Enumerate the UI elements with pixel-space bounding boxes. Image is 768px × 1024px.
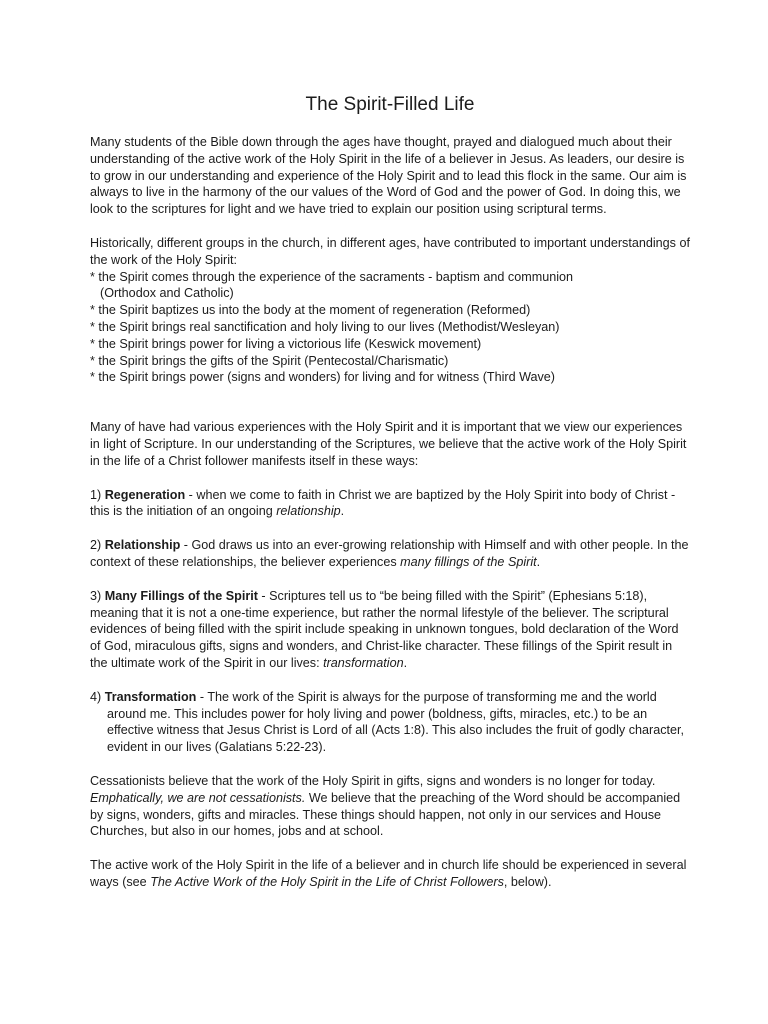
- bullet-item: * the Spirit brings power (signs and wonders) for living and for witness (Third Wave): [90, 370, 555, 385]
- cessationists-text: Cessationists believe that the work of the Holy Spirit in gifts, signs and wonders is no longer for today.: [90, 773, 656, 788]
- cessationists-paragraph: [90, 773, 690, 840]
- point-relationship: [90, 537, 690, 571]
- closing-text-after: , below).: [503, 874, 552, 889]
- bullet-item: * the Spirit baptizes us into the body at the moment of regeneration (Reformed): [90, 303, 531, 318]
- point-text: - The work of the Spirit is always for the purpose of transforming me and the world around me. This includes power for holy living and power (boldness, gifts, miracles, etc.) to be an effective witness that Jesus Christ is Lord of all (Acts 1:8). This also includes the fruit of godly character, evident in our lives (Galatians 5:22-23).: [107, 689, 685, 755]
- point-number: 3): [90, 588, 105, 603]
- document-page: [90, 93, 690, 891]
- point-number: 1): [90, 487, 105, 502]
- closing-reference: The Active Work of the Holy Spirit in the Life of Christ Followers: [150, 874, 504, 889]
- historical-bullet-list: [90, 269, 690, 387]
- point-text: - God draws us into an ever-growing relationship with Himself and with other people. In the context of these relationships, the believer experiences: [90, 538, 689, 569]
- bullet-item: * the Spirit brings power for living a victorious life (Keswick movement): [90, 336, 482, 351]
- point-number: 4): [90, 689, 105, 704]
- point-end: .: [340, 504, 345, 519]
- point-emphasis: many fillings of the Spirit: [400, 554, 537, 569]
- closing-paragraph: [90, 857, 690, 891]
- point-term: Regeneration: [104, 487, 186, 502]
- intro-paragraph: Many students of the Bible down through the ages have thought, prayed and dialogued much about their understanding of the active work of the Holy Spirit in the life of a believer in Jesus. As leaders, our desire is to grow in our understanding and experience of the Holy Spirit and to lead this flock in the same. Our aim is always to live in the harmony of the our values of the Word of God and the power of God. In doing this, we look to the scriptures for light and we have tried to explain our position using scriptural terms.: [90, 135, 687, 217]
- point-emphasis: transformation: [323, 655, 404, 670]
- point-text: - Scriptures tell us to “be being filled with the Spirit” (Ephesians 5:18), meaning that it is not a one-time experience, but rather the normal lifestyle of the believer. The scriptural evidences of being filled with the spirit include speaking in unknown tongues, bold declaration of the Word of God, miraculous gifts, signs and wonders, and Christ-like character. These fillings of the Spirit result in the ultimate work of the Spirit in our lives:: [90, 588, 679, 670]
- bullet-item: * the Spirit brings real sanctification and holy living to our lives (Methodist/Wesleyan): [90, 319, 560, 334]
- point-transformation: [90, 689, 690, 756]
- bullet-item: * the Spirit comes through the experience of the sacraments - baptism and communion: [90, 269, 574, 284]
- cessationists-emphasis: Emphatically, we are not cessationists.: [90, 790, 306, 805]
- historical-intro-paragraph: Historically, different groups in the church, in different ages, have contributed to important understandings of the work of the Holy Spirit:: [90, 235, 690, 267]
- point-number: 2): [90, 538, 105, 553]
- point-text: - when we come to faith in Christ we are baptized by the Holy Spirit into body of Christ - this is the initiation of an ongoing: [90, 487, 676, 519]
- point-many-fillings: [90, 588, 690, 672]
- point-end: .: [536, 554, 541, 569]
- page-title: The Spirit-Filled Life: [305, 94, 475, 115]
- experiences-paragraph: Many of have had various experiences with the Holy Spirit and it is important that we view our experiences in light of Scripture. In our understanding of the Scriptures, we believe that the active work of the Holy Spirit in the life of a Christ follower manifests itself in these ways:: [90, 420, 687, 468]
- bullet-item-continuation: (Orthodox and Catholic): [100, 286, 234, 301]
- bullet-item: * the Spirit brings the gifts of the Spirit (Pentecostal/Charismatic): [90, 353, 449, 368]
- point-term: Transformation: [104, 689, 197, 704]
- point-end: .: [403, 655, 408, 670]
- closing-text: The active work of the Holy Spirit in the life of a believer and in church life should be experienced in several ways (see: [90, 858, 687, 889]
- point-term: Relationship: [104, 538, 181, 553]
- cessationists-text-after: We believe that the preaching of the Word should be accompanied by signs, wonders, gifts and miracles. These things should happen, not only in our services and House Churches, but also in our homes, jobs and at school.: [90, 790, 681, 839]
- point-term: Many Fillings of the Spirit: [104, 588, 258, 603]
- point-regeneration: [90, 487, 690, 521]
- point-emphasis: relationship: [276, 504, 341, 519]
